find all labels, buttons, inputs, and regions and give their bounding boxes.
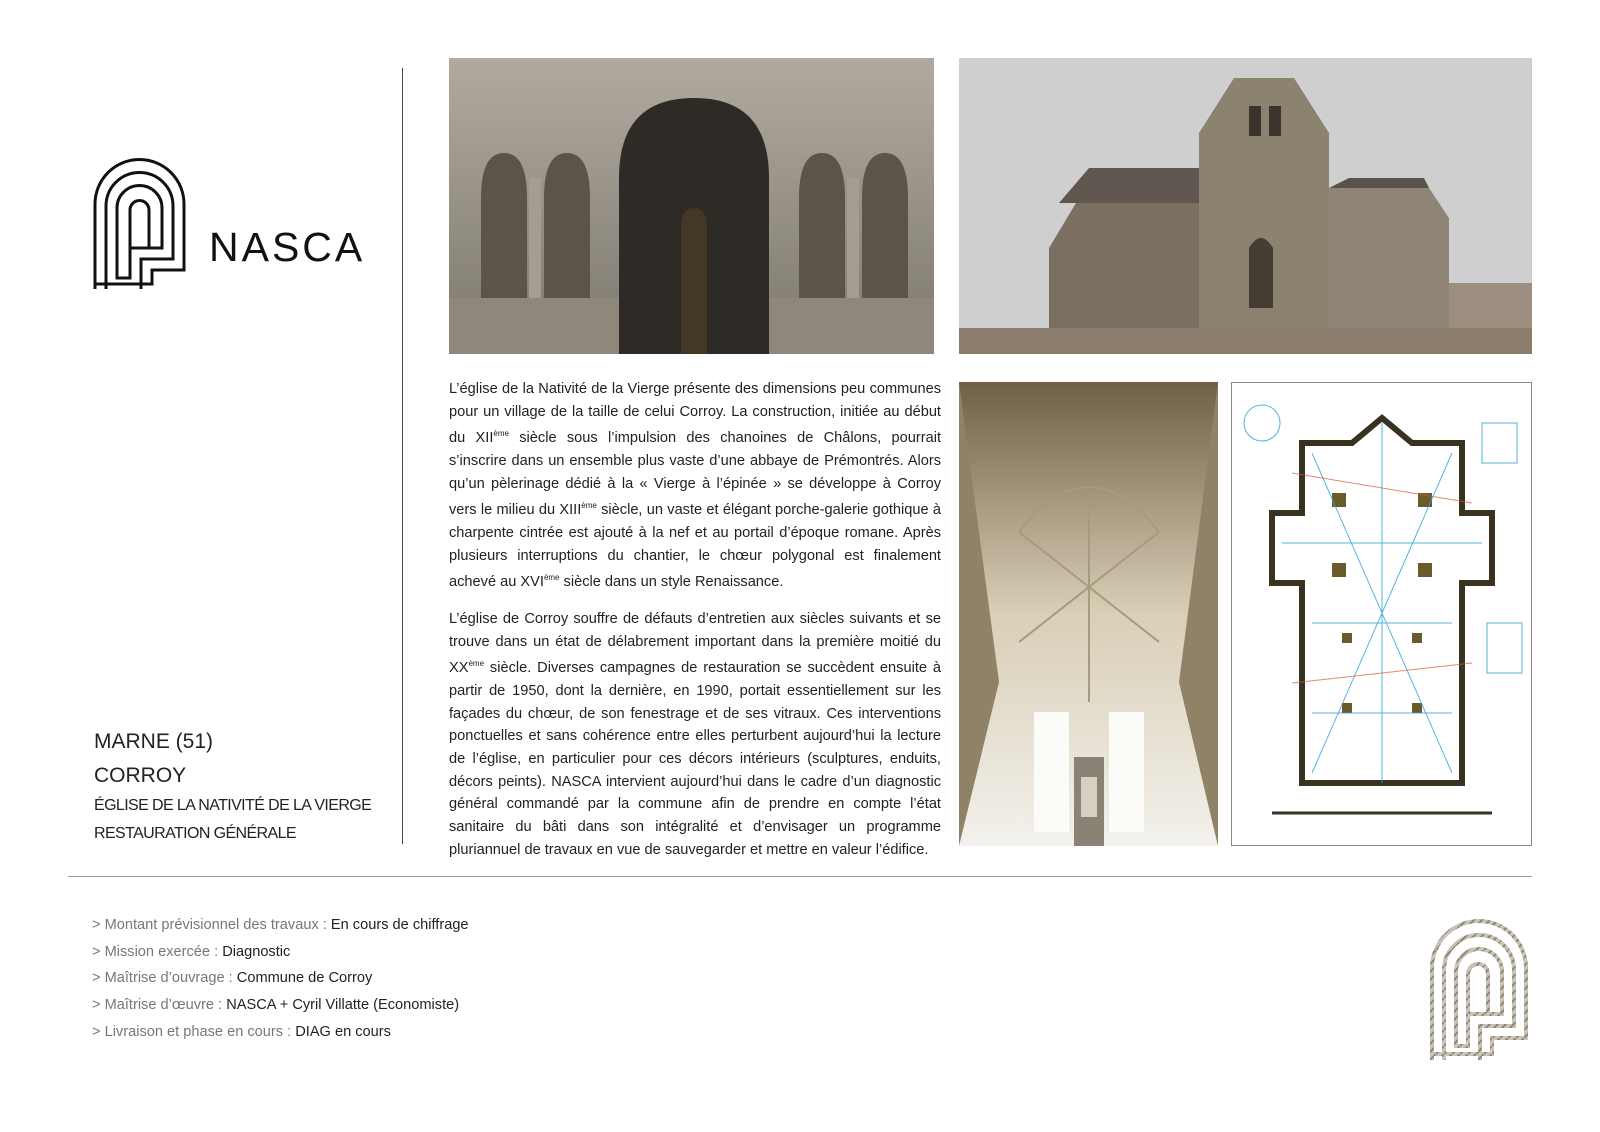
porch-arcade-photo	[449, 58, 934, 354]
brand-name: NASCA	[209, 224, 366, 270]
church-exterior-photo	[959, 58, 1532, 354]
detail-row: > Maîtrise d’ouvrage : Commune de Corroy	[92, 970, 373, 987]
detail-row: > Mission exercée : Diagnostic	[92, 943, 291, 960]
project-meta	[94, 730, 394, 853]
building-name: ÉGLISE DE LA NATIVITÉ DE LA VIERGE	[94, 797, 372, 814]
horizontal-divider	[68, 876, 1532, 877]
floor-plan-drawing	[1231, 382, 1532, 846]
choir-vault-photo	[959, 382, 1218, 846]
nasca-logo	[92, 154, 392, 294]
detail-row: > Livraison et phase en cours : DIAG en cours	[92, 1023, 391, 1040]
description-paragraph-2: L’église de Corroy souffre de défauts d’entretien aux siècles suivants et se trouve dans un état de délabrement important dans la première moitié du XXème siècle. Diverses campagnes de restauration se succèdent ensuite à partir de 1950, dont la dernière, en 1990, portait essentiellement sur les façades du chœur, de son fenestrage et de ses vitraux. Ces interventions ponctuelles et sans cohérence entre elles perturbent aujourd’hui la lecture de l’église, en particulier pour ces décors intérieurs (sculptures, enduits, décors peints). NASCA intervient aujourd’hui dans le cadre d’un diagnostic général commandé par la commune afin de prendre en compte l’état sanitaire du bâti dans son intégralité et d’envisager un programme pluriannuel de travaux en vue de sauvegarder et mettre en valeur l’édifice.	[449, 610, 941, 858]
town: CORROY	[94, 764, 187, 787]
detail-row: > Montant prévisionnel des travaux : En cours de chiffrage	[92, 917, 469, 933]
arch-monogram-icon	[92, 157, 187, 291]
department: MARNE (51)	[94, 730, 214, 753]
detail-row: > Maîtrise d’œuvre : NASCA + Cyril Villatte (Economiste)	[92, 997, 460, 1014]
project-details	[92, 912, 469, 1046]
vertical-divider	[402, 68, 403, 844]
mini-logo-icon	[1428, 918, 1530, 1062]
description-paragraph-1: L’église de la Nativité de la Vierge présente des dimensions peu communes pour un village de la taille de celui Corroy. La construction, initiée au début du XIIème siècle sous l’impulsion des chanoines de Châlons, pourrait s’inscrire dans un ensemble plus vaste d’une abbaye de Prémontrés. Alors qu’un pèlerinage dédié à la « Vierge à l’épinée » se développe à Corroy vers le milieu du XIIIème siècle, un vaste et élégant porche-galerie gothique à charpente cintrée est ajouté à la nef et au portail d’époque romane. Après plusieurs interruptions du chantier, le chœur polygonal est finalement achevé au XVIème siècle dans un style Renaissance.	[449, 381, 941, 591]
project-type: RESTAURATION GÉNÉRALE	[94, 825, 296, 842]
description	[449, 378, 941, 876]
